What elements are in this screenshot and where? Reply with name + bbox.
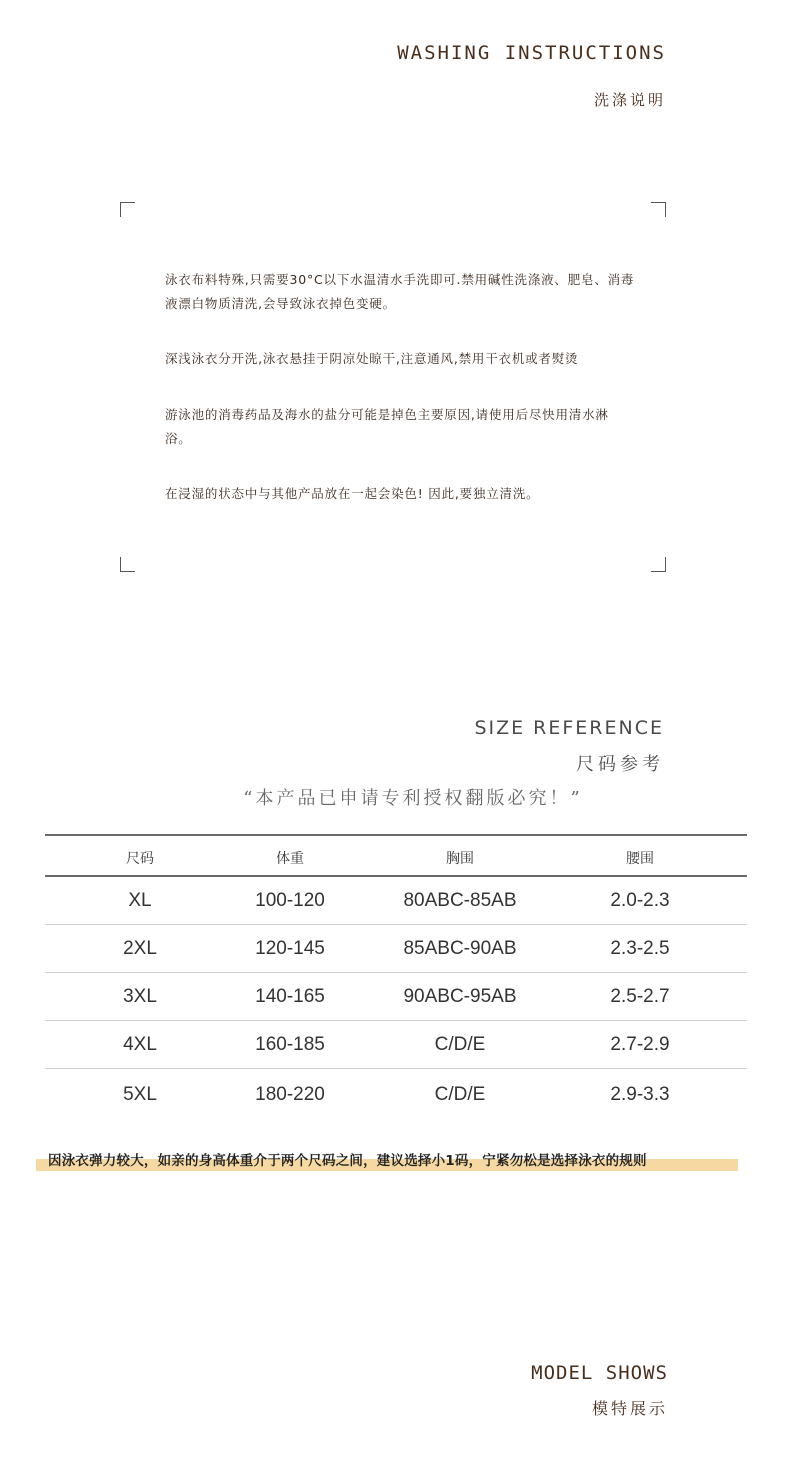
size-title-en: SIZE REFERENCE xyxy=(474,717,664,739)
cell-size: 2XL xyxy=(123,938,157,959)
washing-title-cn: 洗涤说明 xyxy=(593,91,666,109)
row-divider xyxy=(45,1068,747,1069)
cell-size: XL xyxy=(128,890,152,911)
header-weight: 体重 xyxy=(276,850,304,866)
table-header-row xyxy=(45,848,747,868)
frame-corner-top-right xyxy=(651,202,666,217)
washing-paragraph: 深浅泳衣分开洗,泳衣悬挂于阴凉处晾干,注意通风,禁用干衣机或者熨烫 xyxy=(165,351,579,366)
cell-bust: C/D/E xyxy=(434,1034,486,1055)
cell-bust: C/D/E xyxy=(434,1084,486,1105)
header-bust: 胸围 xyxy=(446,850,474,866)
cell-bust: 80ABC-85AB xyxy=(403,890,517,911)
cell-waist: 2.7-2.9 xyxy=(610,1034,670,1055)
washing-paragraph: 在浸湿的状态中与其他产品放在一起会染色! 因此,要独立清洗。 xyxy=(165,486,540,501)
cell-waist: 2.5-2.7 xyxy=(610,986,670,1007)
frame-corner-bottom-left xyxy=(120,557,135,572)
size-title-cn: 尺码参考 xyxy=(576,754,664,775)
cell-weight: 120-145 xyxy=(255,938,325,959)
washing-paragraph: 泳衣布料特殊,只需要30°C以下水温清水手洗即可.禁用碱性洗涤液、肥皂、消毒液漂白物质清洗,会导致泳衣掉色变硬。 xyxy=(165,272,635,311)
patent-notice: “本产品已申请专利授权翻版必究！” xyxy=(243,788,583,809)
cell-waist: 2.0-2.3 xyxy=(610,890,670,911)
frame-corner-top-left xyxy=(120,202,135,217)
cell-waist: 2.9-3.3 xyxy=(610,1084,670,1105)
cell-weight: 160-185 xyxy=(255,1034,325,1055)
cell-size: 4XL xyxy=(123,1034,157,1055)
cell-bust: 90ABC-95AB xyxy=(403,986,517,1007)
header-size: 尺码 xyxy=(126,850,154,866)
header-waist: 腰围 xyxy=(626,850,654,866)
model-title-en: MODEL SHOWS xyxy=(531,1362,668,1384)
washing-paragraph: 游泳池的消毒药品及海水的盐分可能是掉色主要原因,请使用后尽快用清水淋浴。 xyxy=(165,407,609,446)
table-row xyxy=(45,1021,747,1069)
cell-waist: 2.3-2.5 xyxy=(610,938,670,959)
cell-size: 5XL xyxy=(123,1084,157,1105)
model-title-cn: 模特展示 xyxy=(591,1399,668,1418)
cell-weight: 100-120 xyxy=(255,890,325,911)
washing-title-en: WASHING INSTRUCTIONS xyxy=(397,42,666,64)
size-tip: 因泳衣弹力较大，如亲的身高体重介于两个尺码之间，建议选择小1码，宁紧勿松是选择泳衣的规则 xyxy=(48,1153,647,1169)
table-row xyxy=(45,925,747,973)
table-top-rule xyxy=(45,834,747,836)
table-row xyxy=(45,877,747,925)
table-row xyxy=(45,973,747,1021)
cell-weight: 140-165 xyxy=(255,986,325,1007)
cell-bust: 85ABC-90AB xyxy=(403,938,517,959)
table-row xyxy=(45,1071,747,1119)
frame-corner-bottom-right xyxy=(651,557,666,572)
cell-weight: 180-220 xyxy=(255,1084,325,1105)
cell-size: 3XL xyxy=(123,986,157,1007)
